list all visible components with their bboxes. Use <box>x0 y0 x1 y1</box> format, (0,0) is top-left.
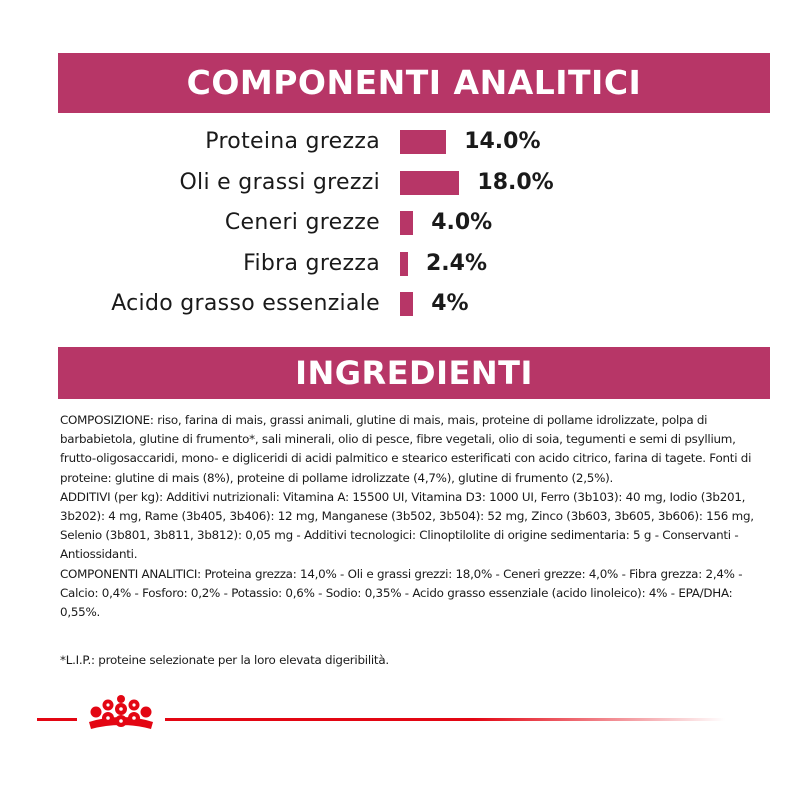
ingredients-title: INGREDIENTI <box>58 347 770 399</box>
nutrient-value: 4% <box>431 291 469 316</box>
nutrient-bar <box>400 171 459 195</box>
nutrient-row-fat <box>0 163 800 203</box>
nutrient-row-ash <box>0 203 800 243</box>
analytic-components-title: COMPONENTI ANALITICI <box>58 53 770 113</box>
composition-paragraph: COMPOSIZIONE: riso, farina di mais, grassi animali, glutine di mais, mais, proteine di pollame idrolizzate, polpa di barbabietola, glutine di frumento*, sali minerali, olio di pesce, fibre vegetali, olio di soia, tegumenti e semi di psyllium, frutto-oligosaccaridi, mono- e digliceridi di acidi palmitico e stearico esterificati con acido citrico, farina di tagete. Fonti di proteine: glutine di mais (8%), proteine di pollame idrolizzate (4,7%), glutine di frumento (2,5%). <box>60 413 752 485</box>
nutrient-value: 2.4% <box>426 251 488 276</box>
nutrient-bar <box>400 211 413 235</box>
ingredients-text <box>60 411 772 622</box>
nutrient-label: Acido grasso essenziale <box>111 291 380 316</box>
nutrient-bar <box>400 252 408 276</box>
nutrient-row-fibre <box>0 244 800 284</box>
nutrient-bar <box>400 130 446 154</box>
brand-line-left <box>37 718 77 721</box>
brand-line-right <box>165 718 725 721</box>
nutrient-label: Proteina grezza <box>205 129 380 154</box>
nutrient-label: Oli e grassi grezzi <box>179 170 380 195</box>
nutrient-value: 18.0% <box>477 170 554 195</box>
nutrient-bar <box>400 292 413 316</box>
nutrient-row-protein <box>0 122 800 162</box>
nutrient-label: Ceneri grezze <box>224 210 380 235</box>
nutrient-row-essential-fatty-acid <box>0 284 800 324</box>
additives-paragraph: ADDITIVI (per kg): Additivi nutrizionali: Vitamina A: 15500 UI, Vitamina D3: 1000 UI, Ferro (3b103): 40 mg, Iodio (3b201, 3b202): 4 mg, Rame (3b405, 3b406): 12 mg, Manganese (3b502, 3b504): 52 mg, Zinco (3b603, 3b605, 3b606): 156 mg, Selenio (3b801, 3b811, 3b812): 0,05 mg - Additivi tecnologici: Clinoptilolite di origine sedimentaria: 5 g - Conservanti - Antiossidanti. <box>60 489 754 562</box>
nutrient-label: Fibra grezza <box>243 251 380 276</box>
nutrient-value: 4.0% <box>431 210 493 235</box>
crown-icon <box>77 692 165 736</box>
nutrient-value: 14.0% <box>464 129 541 154</box>
analytic-components-paragraph: COMPONENTI ANALITICI: Proteina grezza: 14,0% - Oli e grassi grezzi: 18,0% - Ceneri grezze: 4,0% - Fibra grezza: 2,4% - Calcio: 0,4% - Fosforo: 0,2% - Potassio: 0,6% - Sodio: 0,35% - Acido grasso essenziale (acido linoleico): 4% - EPA/DHA: 0,55%. <box>60 566 743 620</box>
footnote: *L.I.P.: proteine selezionate per la loro elevata digeribilità. <box>60 653 389 667</box>
